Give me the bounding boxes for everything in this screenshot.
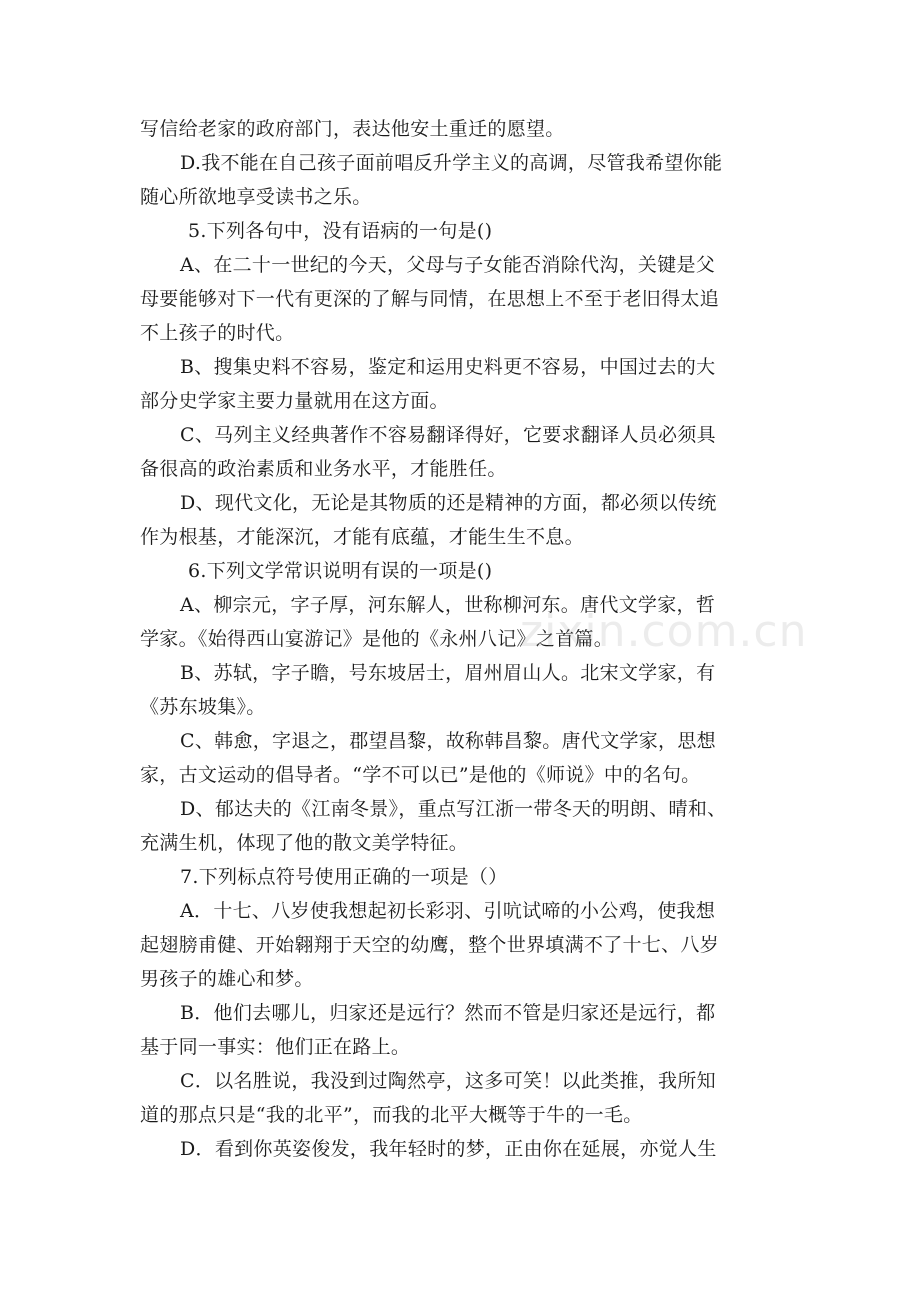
question-7-heading: 7.下列标点符号使用正确的一项是（） — [180, 866, 508, 888]
text-line: 家，古文运动的倡导者。“学不可以已”是他的《师说》中的名句。 — [140, 764, 701, 786]
option-d-q4: D.我不能在自己孩子面前唱反升学主义的高调，尽管我希望你能 — [180, 152, 723, 174]
option-d-q6: D、郁达夫的《江南冬景》，重点写江浙一带冬天的明朗、晴和、 — [180, 798, 727, 820]
text-line: 男孩子的雄心和梦。 — [140, 968, 314, 990]
text-line: 充满生机，体现了他的散文美学特征。 — [140, 832, 469, 854]
text-line: 作为根基，才能深沉，才能有底蕴，才能生生不息。 — [140, 526, 584, 548]
text-line: 《苏东坡集》。 — [140, 696, 266, 718]
option-c-q5: C、马列主义经典著作不容易翻译得好，它要求翻译人员必须具 — [180, 424, 716, 446]
text-line: 随心所欲地享受读书之乐。 — [140, 186, 372, 208]
option-d-q5: D、现代文化，无论是其物质的还是精神的方面，都必须以传统 — [180, 492, 717, 514]
option-b-q7: B．他们去哪儿，归家还是远行？然而不管是归家还是远行，都 — [180, 1002, 716, 1024]
text-line: 写信给老家的政府部门，表达他安土重迁的愿望。 — [140, 118, 565, 140]
text-line: 不上孩子的时代。 — [140, 322, 295, 344]
option-c-q6: C、韩愈，字退之，郡望昌黎，故称韩昌黎。唐代文学家，思想 — [180, 730, 716, 752]
text-line: 母要能够对下一代有更深的了解与同情，在思想上不至于老旧得太追 — [140, 288, 720, 310]
option-c-q7: C．以名胜说，我没到过陶然亭，这多可笑！以此类推，我所知 — [180, 1070, 716, 1092]
option-a-q6: A、柳宗元，字子厚，河东解人，世称柳河东。唐代文学家，哲 — [180, 594, 716, 616]
text-line: 道的那点只是“我的北平”，而我的北平大概等于牛的一毛。 — [140, 1104, 643, 1126]
option-b-q5: B、搜集史料不容易，鉴定和运用史料更不容易，中国过去的大 — [180, 356, 716, 378]
watermark: zixin.com.cn — [520, 606, 808, 657]
option-a-q5: A、在二十一世纪的今天，父母与子女能否消除代沟，关键是父 — [180, 254, 716, 276]
option-b-q6: B、苏轼，字子瞻，号东坡居士，眉州眉山人。北宋文学家，有 — [180, 662, 716, 684]
text-line: 基于同一事实：他们正在路上。 — [140, 1036, 411, 1058]
text-line: 备很高的政治素质和业务水平，才能胜任。 — [140, 458, 507, 480]
option-a-q7: A．十七、八岁使我想起初长彩羽、引吭试啼的小公鸡，使我想 — [180, 900, 716, 922]
text-line: 学家。《始得西山宴游记》是他的《永州八记》之首篇。 — [140, 628, 614, 650]
question-5-heading: 5.下列各句中，没有语病的一句是() — [188, 220, 493, 242]
option-d-q7: D．看到你英姿俊发，我年轻时的梦，正由你在延展，亦觉人生 — [180, 1138, 717, 1160]
document-body — [140, 112, 790, 1166]
text-line: 部分史学家主要力量就用在这方面。 — [140, 390, 449, 412]
text-line: 起翅膀甫健、开始翱翔于天空的幼鹰，整个世界填满不了十七、八岁 — [140, 934, 720, 956]
question-6-heading: 6.下列文学常识说明有误的一项是() — [188, 560, 493, 582]
